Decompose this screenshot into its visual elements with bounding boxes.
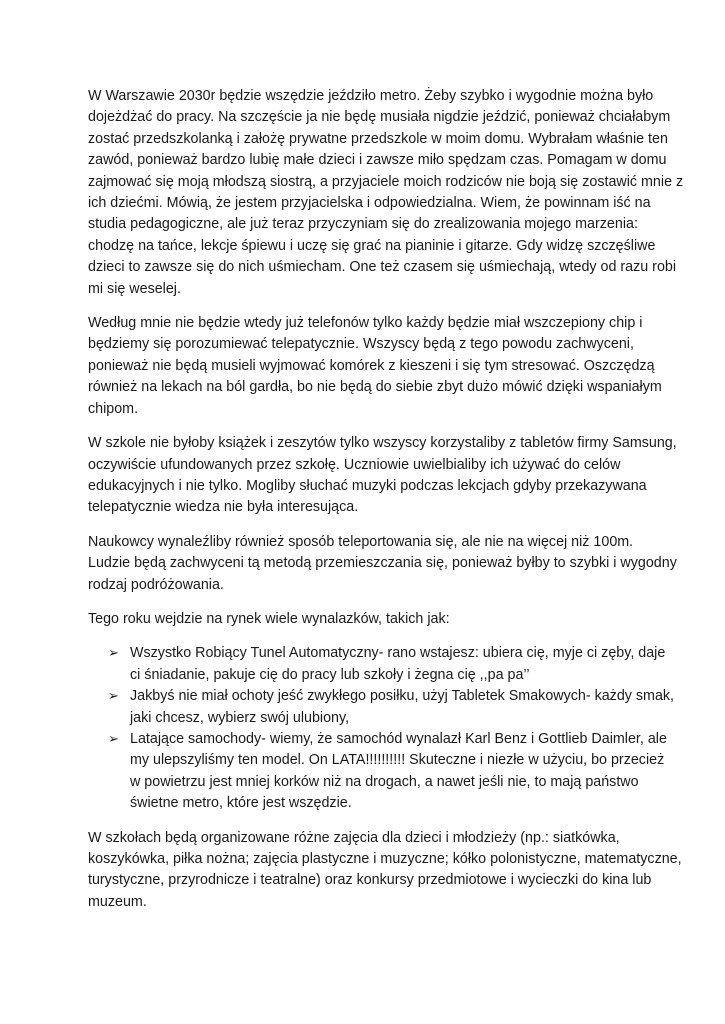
text-line: ponieważ nie będą musieli wyjmować komórek z kieszeni i się tym stresować. Oszczędzą bbox=[88, 357, 655, 374]
text-line: dzieci to zawsze się do nich uśmiecham. One też czasem się uśmiechają, wtedy od razu robi bbox=[88, 259, 677, 276]
arrow-bullet-icon: ➢ bbox=[108, 689, 119, 705]
text-line: Wszystko Robiący Tunel Automatyczny- rano wstajesz: ubiera cię, myje ci zęby, daje bbox=[130, 645, 666, 662]
text-line: ich dziećmi. Mówią, że jestem przyjacielska i odpowiedzialna. Wiem, że powinnam iść na bbox=[88, 195, 651, 212]
text-line: Naukowcy wynaleźliby również sposób teleportowania się, ale nie na więcej niż 100m. bbox=[88, 533, 634, 550]
text-line: edukacyjnych i nie tylko. Mogliby słuchać muzyki podczas lekcjach gdyby przekazywana bbox=[88, 477, 647, 494]
arrow-bullet-icon: ➢ bbox=[108, 731, 119, 747]
text-line: chipom. bbox=[88, 400, 139, 417]
text-line: oczywiście ufundowanych przez szkołę. Uczniowie uwielbialiby ich używać do celów bbox=[88, 456, 621, 473]
text-line: Według mnie nie będzie wtedy już telefonów tylko każdy będzie miał wszczepiony chip i bbox=[88, 315, 643, 332]
text-line: Jakbyś nie miał ochoty jeść zwykłego posiłku, użyj Tabletek Smakowych- każdy smak, bbox=[130, 688, 675, 705]
text-line: telepatycznie wiedza nie była interesująca. bbox=[88, 499, 359, 516]
text-line: koszykówka, piłka nożna; zajęcia plastyczne i muzyczne; kółko polonistyczne, matematyczne, bbox=[88, 851, 682, 867]
text-line: my ulepszyliśmy ten model. On LATA!!!!!!!!!! Skuteczne i niezłe w użyciu, bo przecież bbox=[130, 752, 665, 769]
list-item bbox=[88, 729, 667, 815]
arrow-bullet-icon: ➢ bbox=[108, 646, 119, 662]
text-line: w powietrzu jest mniej korków niż na drogach, a nawet jeśli nie, to mają państwo bbox=[130, 773, 639, 790]
text-line: turystyczne, przyrodnicze i teatralne) oraz konkursy przedmiotowe i wycieczki do kina lub bbox=[88, 872, 652, 889]
text-line: rodzaj podróżowania. bbox=[88, 576, 224, 593]
text-line: mi się weselej. bbox=[88, 280, 181, 297]
text-line: W szkołach będą organizowane różne zajęcia dla dzieci i młodzieży (np.: siatkówka, bbox=[88, 829, 620, 846]
text-line: studia pedagogiczne, ale już teraz przyczyniam się do zrealizowania mojego marzenia: bbox=[88, 216, 638, 233]
text-line: W szkole nie byłoby książek i zeszytów tylko wszyscy korzystaliby z tabletów firmy Samsung, bbox=[88, 435, 677, 452]
list-item bbox=[88, 686, 675, 729]
paragraph-inventions-intro bbox=[88, 609, 643, 630]
paragraph-telepathy-chips bbox=[88, 313, 662, 420]
text-line: W Warszawie 2030r będzie wszędzie jeździło metro. Żeby szybko i wygodnie można było bbox=[88, 88, 654, 104]
text-line: zostać przedszkolanką i założę prywatne przedszkole w moim domu. Wybrałam właśnie ten bbox=[88, 130, 668, 147]
text-line: jaki chcesz, wybierz swój ulubiony, bbox=[130, 709, 350, 726]
text-line: świetne metro, które jest wszędzie. bbox=[130, 795, 352, 812]
paragraph-school-activities bbox=[88, 828, 682, 914]
text-line: również na lekach na ból gardła, bo nie będą do siebie zbyt dużo mówić dzięki wspaniałym bbox=[88, 379, 662, 396]
paragraph-school-tablets bbox=[88, 433, 677, 519]
paragraph-metro-kindergarten bbox=[88, 86, 684, 300]
text-line: Latające samochody- wiemy, że samochód wynalazł Karl Benz i Gottlieb Daimler, ale bbox=[130, 730, 667, 747]
text-line: zajmować się moją młodszą siostrą, a przyjaciele moich rodziców nie boją się zostawić mnie z bbox=[88, 173, 684, 190]
text-line: Ludzie będą zachwyceni tą metodą przemieszczania się, ponieważ byłby to szybki i wygodny bbox=[88, 555, 677, 572]
inventions-list bbox=[88, 643, 675, 814]
text-line: dojeżdżać do pracy. Na szczęście ja nie będę musiała nigdzie jeździć, ponieważ chciałabym bbox=[88, 109, 671, 126]
list-item bbox=[88, 643, 666, 686]
text-line: zawód, ponieważ bardzo lubię małe dzieci i zawsze miło spędzam czas. Pomagam w domu bbox=[88, 152, 667, 169]
text-line: chodzę na tańce, lekcje śpiewu i uczę się grać na pianinie i gitarze. Gdy widzę szczęśliwe bbox=[88, 237, 656, 254]
paragraph-teleportation bbox=[88, 532, 677, 596]
text-line: ci śniadanie, pakuje cię do pracy lub szkoły i żegna cię ,,pa pa’’ bbox=[130, 666, 530, 683]
text-line: muzeum. bbox=[88, 893, 147, 910]
text-line: będziemy się porozumiewać telepatycznie. Wszyscy będą z tego powodu zachwyceni, bbox=[88, 336, 634, 353]
text-line: Tego roku wejdzie na rynek wiele wynalazków, takich jak: bbox=[88, 610, 450, 627]
